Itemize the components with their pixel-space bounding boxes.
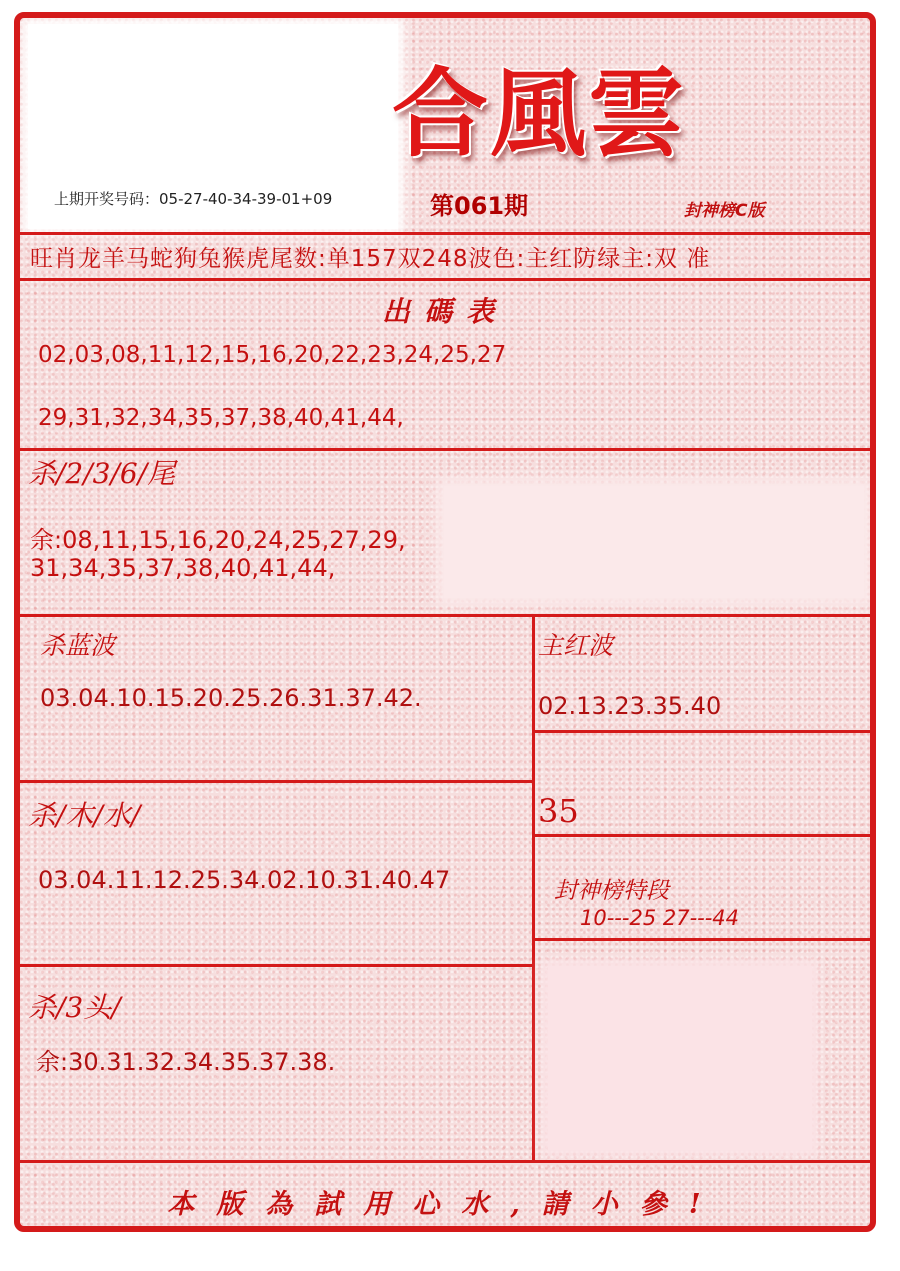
obscured-ad-area-2 bbox=[548, 966, 812, 1150]
code-table-line-1: 02,03,08,11,12,15,16,20,22,23,24,25,27 bbox=[38, 342, 507, 368]
divider bbox=[534, 730, 870, 733]
main-red-numbers: 02.13.23.35.40 bbox=[538, 692, 722, 720]
code-table-line-2: 29,31,32,34,35,37,38,40,41,44, bbox=[38, 405, 404, 431]
divider bbox=[20, 964, 534, 967]
kill-head-label: 杀/3头/ bbox=[28, 991, 121, 1024]
divider bbox=[532, 614, 535, 1162]
kill-element-numbers: 03.04.11.12.25.34.02.10.31.40.47 bbox=[38, 866, 451, 894]
main-red-label: 主红波 bbox=[538, 631, 614, 660]
edition-label: 封神榜C版 bbox=[684, 201, 765, 221]
kill-tail-line-2: 31,34,35,37,38,40,41,44, bbox=[30, 554, 336, 582]
kill-blue-label: 杀蓝波 bbox=[40, 631, 116, 660]
kill-head-numbers: 余:30.31.32.34.35.37.38. bbox=[36, 1048, 336, 1076]
kill-tail-label: 杀/2/3/6/尾 bbox=[28, 457, 176, 490]
footer-note: 本版為試用心水,請小參! bbox=[167, 1189, 723, 1220]
lottery-sheet bbox=[14, 12, 876, 1232]
segment-value: 10---25 27---44 bbox=[580, 906, 740, 930]
page-title: 合風雲 bbox=[392, 57, 686, 170]
code-table-title: 出碼表 bbox=[381, 295, 508, 328]
kill-blue-numbers: 03.04.10.15.20.25.26.31.37.42. bbox=[40, 684, 422, 712]
divider bbox=[20, 278, 870, 281]
obscured-ad-area bbox=[444, 486, 864, 598]
divider bbox=[20, 232, 870, 235]
issue-number: 第061期 bbox=[430, 192, 529, 220]
divider bbox=[534, 834, 870, 837]
divider bbox=[20, 780, 534, 783]
divider bbox=[20, 614, 870, 617]
prediction-banner: 旺肖龙羊马蛇狗兔猴虎尾数:单157双248波色:主红防绿主:双 准 bbox=[30, 246, 711, 272]
last-draw-numbers: 上期开奖号码：05-27-40-34-39-01+09 bbox=[54, 190, 333, 208]
divider bbox=[20, 1160, 870, 1163]
divider bbox=[20, 448, 870, 451]
special-number: 35 bbox=[538, 792, 579, 830]
kill-tail-line-1: 余:08,11,15,16,20,24,25,27,29, bbox=[30, 526, 406, 554]
divider bbox=[534, 938, 870, 941]
kill-element-label: 杀/木/水/ bbox=[28, 799, 141, 832]
segment-label: 封神榜特段 bbox=[554, 878, 669, 904]
